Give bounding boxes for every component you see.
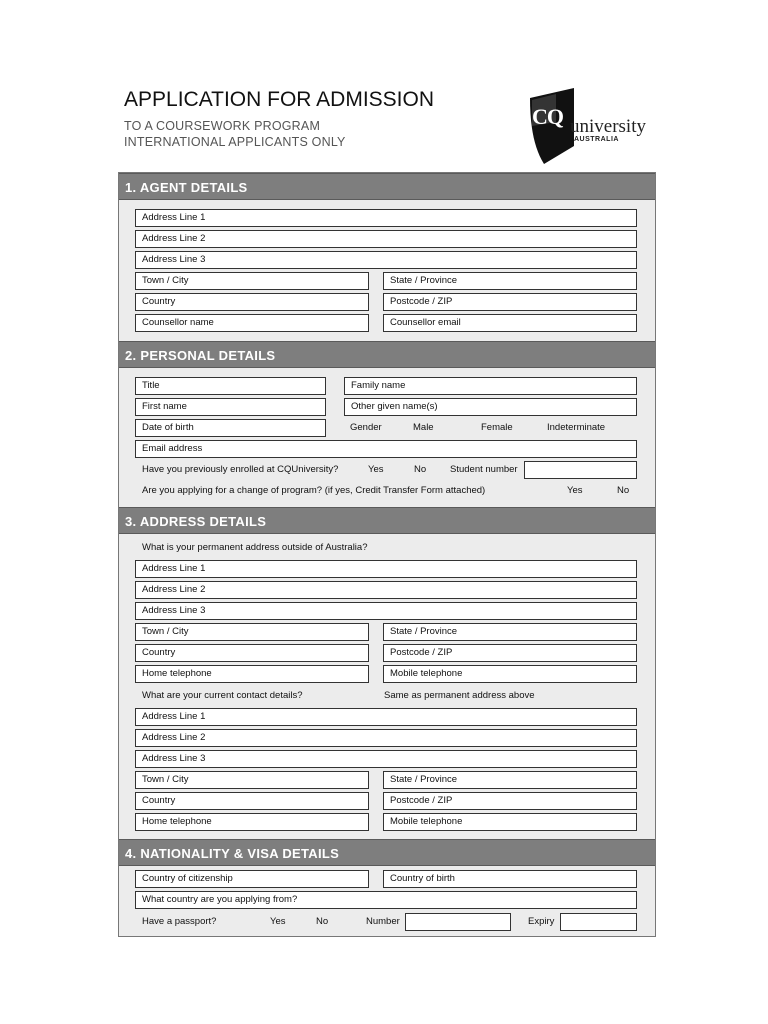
section-header-nationality: 4. NATIONALITY & VISA DETAILS: [119, 839, 655, 866]
gender-label: Gender: [350, 422, 382, 433]
current-address-line-1-field[interactable]: Address Line 1: [135, 708, 637, 726]
previously-enrolled-no-option[interactable]: No: [414, 464, 427, 475]
current-country-field[interactable]: Country: [135, 792, 369, 810]
current-mobile-telephone-field[interactable]: Mobile telephone: [383, 813, 637, 831]
logo-wordmark: university: [570, 116, 646, 137]
family-name-field[interactable]: Family name: [344, 377, 637, 395]
passport-expiry-label: Expiry: [528, 916, 555, 927]
current-home-telephone-field[interactable]: Home telephone: [135, 813, 369, 831]
change-program-no-option[interactable]: No: [617, 485, 630, 496]
country-of-citizenship-field[interactable]: Country of citizenship: [135, 870, 369, 888]
permanent-mobile-telephone-field[interactable]: Mobile telephone: [383, 665, 637, 683]
first-name-field[interactable]: First name: [135, 398, 326, 416]
cquniversity-logo: [526, 86, 650, 166]
student-number-input[interactable]: [524, 461, 637, 479]
other-given-names-field[interactable]: Other given name(s): [344, 398, 637, 416]
logo-mark: CQ: [532, 104, 563, 129]
country-of-birth-field[interactable]: Country of birth: [383, 870, 637, 888]
permanent-address-line-2-field[interactable]: Address Line 2: [135, 581, 637, 599]
current-state-province-field[interactable]: State / Province: [383, 771, 637, 789]
gender-female-option[interactable]: Female: [481, 422, 513, 433]
page-subtitle-program: TO A COURSEWORK PROGRAM: [124, 119, 321, 133]
same-as-permanent-option[interactable]: Same as permanent address above: [384, 690, 535, 701]
permanent-state-province-field[interactable]: State / Province: [383, 623, 637, 641]
application-form: [118, 172, 656, 937]
permanent-address-question: What is your permanent address outside of Australia?: [142, 542, 368, 553]
page-title: APPLICATION FOR ADMISSION: [124, 88, 434, 111]
passport-expiry-input[interactable]: [560, 913, 637, 931]
previously-enrolled-yes-option[interactable]: Yes: [368, 464, 384, 475]
change-program-question: Are you applying for a change of program? (if yes, Credit Transfer Form attached): [142, 485, 486, 496]
current-address-line-3-field[interactable]: Address Line 3: [135, 750, 637, 768]
change-program-yes-option[interactable]: Yes: [567, 485, 583, 496]
current-address-line-2-field[interactable]: Address Line 2: [135, 729, 637, 747]
permanent-country-field[interactable]: Country: [135, 644, 369, 662]
passport-yes-option[interactable]: Yes: [270, 916, 286, 927]
permanent-home-telephone-field[interactable]: Home telephone: [135, 665, 369, 683]
agent-address-line-1-field[interactable]: Address Line 1: [135, 209, 637, 227]
section-header-agent: 1. AGENT DETAILS: [119, 173, 655, 200]
counsellor-name-field[interactable]: Counsellor name: [135, 314, 369, 332]
permanent-postcode-field[interactable]: Postcode / ZIP: [383, 644, 637, 662]
section-header-personal: 2. PERSONAL DETAILS: [119, 341, 655, 368]
title-field[interactable]: Title: [135, 377, 326, 395]
agent-address-line-3-field[interactable]: Address Line 3: [135, 251, 637, 269]
current-contact-question: What are your current contact details?: [142, 690, 303, 701]
passport-number-label: Number: [366, 916, 400, 927]
counsellor-email-field[interactable]: Counsellor email: [383, 314, 637, 332]
previously-enrolled-question: Have you previously enrolled at CQUniversity?: [142, 464, 339, 475]
passport-question: Have a passport?: [142, 916, 217, 927]
agent-town-city-field[interactable]: Town / City: [135, 272, 369, 290]
applying-from-field[interactable]: What country are you applying from?: [135, 891, 637, 909]
gender-indeterminate-option[interactable]: Indeterminate: [547, 422, 606, 433]
student-number-label: Student number: [450, 464, 518, 475]
passport-number-input[interactable]: [405, 913, 511, 931]
current-town-city-field[interactable]: Town / City: [135, 771, 369, 789]
passport-no-option[interactable]: No: [316, 916, 329, 927]
permanent-town-city-field[interactable]: Town / City: [135, 623, 369, 641]
agent-state-province-field[interactable]: State / Province: [383, 272, 637, 290]
page-subtitle-international: INTERNATIONAL APPLICANTS ONLY: [124, 135, 346, 149]
logo-country: AUSTRALIA: [574, 136, 619, 143]
date-of-birth-field[interactable]: Date of birth: [135, 419, 326, 437]
agent-postcode-field[interactable]: Postcode / ZIP: [383, 293, 637, 311]
current-postcode-field[interactable]: Postcode / ZIP: [383, 792, 637, 810]
agent-country-field[interactable]: Country: [135, 293, 369, 311]
email-address-field[interactable]: Email address: [135, 440, 637, 458]
gender-male-option[interactable]: Male: [413, 422, 434, 433]
permanent-address-line-1-field[interactable]: Address Line 1: [135, 560, 637, 578]
section-header-address: 3. ADDRESS DETAILS: [119, 507, 655, 534]
permanent-address-line-3-field[interactable]: Address Line 3: [135, 602, 637, 620]
agent-address-line-2-field[interactable]: Address Line 2: [135, 230, 637, 248]
